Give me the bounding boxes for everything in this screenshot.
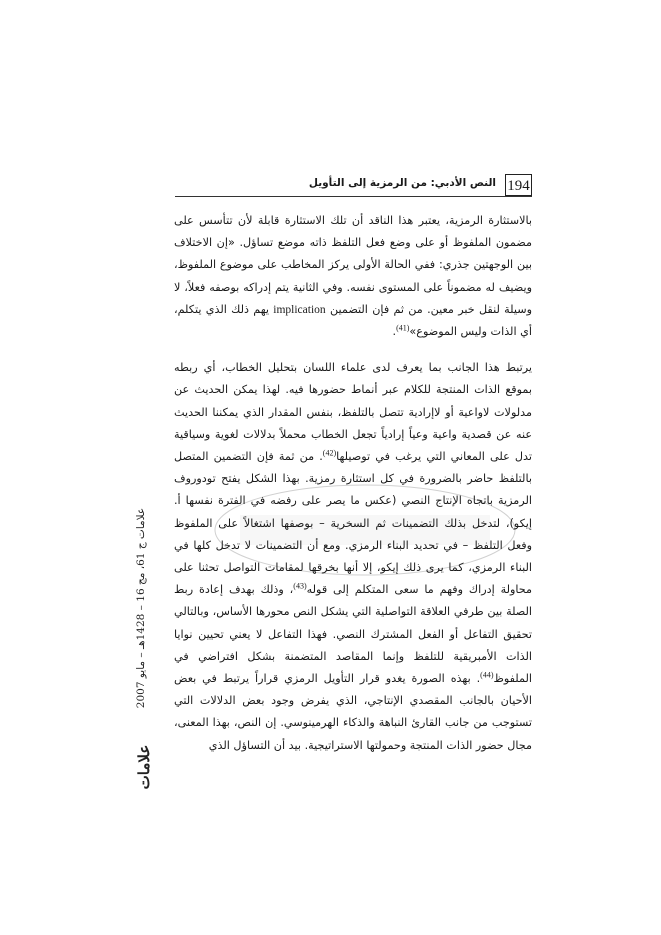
page-number: 194 <box>505 174 532 196</box>
foreign-term: implication <box>273 303 326 316</box>
paragraph-2: يرتبط هذا الجانب بما يعرف لدى علماء اللسان بتحليل الخطاب، أي ربطه بموقع الذات المنتجة للكلام عبر أنماط حضورها فيه. لهذا يمكن الحديث عن مدلولات لاواعية أو لاإرادية تتصل بالتلفظ، بنفس المقدار الذي يمكننا الحديث عنه عن قصدية واعية وعياً إرادياً تجعل الخطاب محملاً بدلالات لغوية وسياقية تدل على المعاني التي يرغب في توصيلها$^{(42)}$. من ثمة فإن التضمين المتصل بالتلفظ حاضر بالضرورة في كل استثارة رمزية. بهذا الشكل يفتح تودوروف الرمزية باتجاه الإنتاج النصي (عكس ما يصر على رفضه في الفترة نفسها أ. إيكو)، لتدخل بذلك التضمينات ثم السخرية – بوصفها اشتغالاً على الملفوظ وفعل التلفظ – في تحديد البناء الرمزي. ومع أن التضمينات لا تدخل كلها في البناء الرمزي، كما يرى ذلك إيكو، إلا أنها بخرقها لمقامات التواصل تحثنا على محاولة إدراك وفهم ما سعى المتكلم إلى قوله$^{(43)}$، وذلك بهدف إعادة ربط الصلة بين طرفي العلاقة التواصلية التي يشكل النص محورها الأساس، وبالتالي تحقيق التفاعل أو الفعل المشترك النصي. فهذا التفاعل لا يعني تحيين نوايا الذات الأمبريقية للتلفظ وإنما المقاصد المتضمنة بشكل افتراضي في الملفوظ$^{(44)}$. بهذه الصورة يغدو قرار التأويل الرمزي قراراً يرتبط في بعض الأحيان بالجانب المقصدي الإنتاجي، الذي يفرض وجود بعض الدلالات التي تستوجب من جانب القارئ النباهة والذكاء الهرمينوسي. إن النص، بهذا المعنى، مجال حضور الذات المنتجة وحمولتها الاستراتيجية. بيد أن التساؤل الذي <box>174 361 533 752</box>
header-rule <box>175 196 532 197</box>
journal-citation: علامات ج 61، مج 16 – 1428هـ – مايو 2007 <box>135 507 147 709</box>
journal-logo: علامات <box>135 744 153 790</box>
footnote-ref-44: (44) <box>480 670 494 680</box>
footnote-ref-41: (41) <box>396 323 410 333</box>
paragraph-1: بالاستثارة الرمزية، يعتبر هذا الناقد أن تلك الاستثارة قابلة لأن تتأسس على مضمون الملفوظ أو على وضع فعل التلفظ ذاته موضع تساؤل. «إن الاختلاف بين الوجهتين جذري: ففي الحالة الأولى يركز المخاطب على موضوع الملفوظ، ويضيف له مضموناً على المستوى نفسه. وفي الثانية يتم إدراكه بوصفه فعلاً، لا وسيلة لنقل خبر معين. من ثم فإن التضمين implication يهم ذلك الذي يتكلم، أي الذات وليس الموضوع»$^{(41)}$. <box>174 214 533 339</box>
running-title: النص الأدبي: من الرمزية إلى التأويل <box>308 177 496 189</box>
footnote-ref-42: (42) <box>322 448 337 458</box>
article-body <box>174 210 532 757</box>
footnote-ref-43: (43) <box>293 581 307 591</box>
